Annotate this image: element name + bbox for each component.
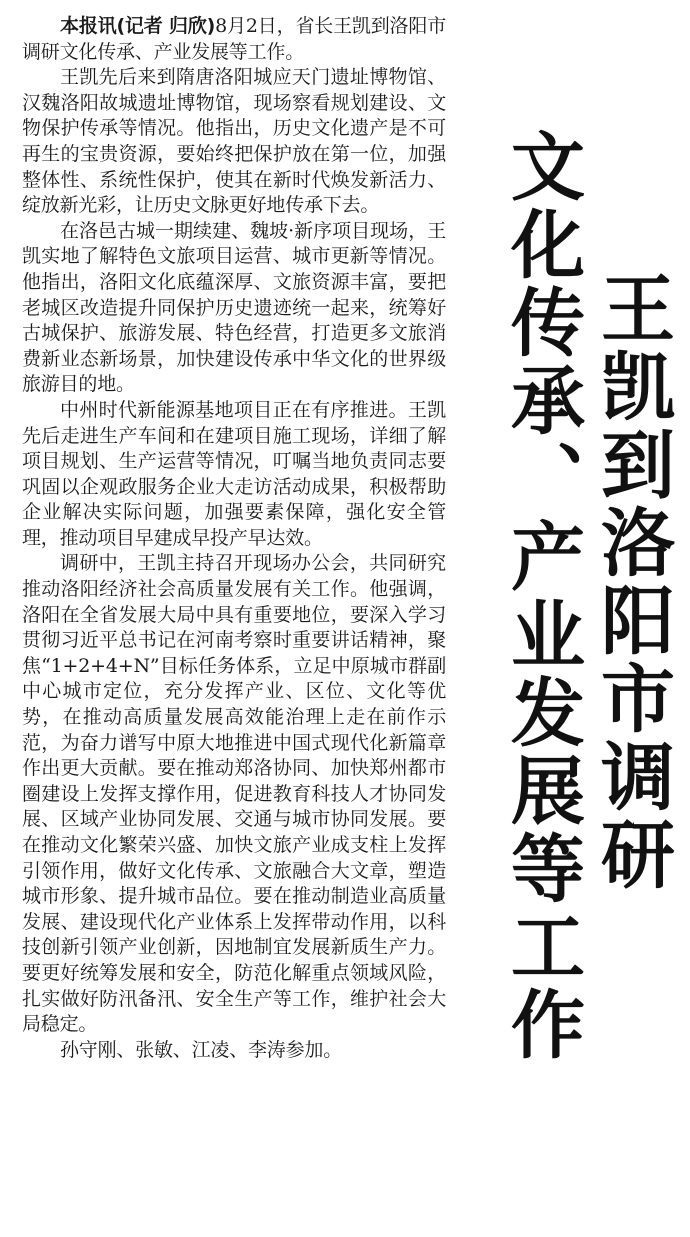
article-paragraph-1-text: 8月2日，省长王凯到洛阳市调研文化传承、产业发展等工作。	[22, 15, 446, 63]
article-paragraph-5: 调研中，王凯主持召开现场办公会，共同研究推动洛阳经济社会高质量发展有关工作。他强调，洛阳在全省发展大局中具有重要地位，要深入学习贯彻习近平总书记在河南考察时重要讲话精神，聚焦“1+2+4+N”目标任务体系，立足中原城市群副中心城市定位，充分发挥产业、区位、文化等优势，在推动高质量发展高效能治理上走在前作示范，为奋力谱写中原大地推进中国式现代化新篇章作出更大贡献。要在推动郑洛协同、加快郑州都市圈建设上发挥支撑作用，促进教育科技人才协同发展、区域产业协同发展、交通与城市协同发展。要在推动文化繁荣兴盛、加快文旅产业成支柱上发挥引领作用，做好文化传承、文旅融合大文章，塑造城市形象、提升城市品位。要在推动制造业高质量发展、建设现代化产业体系上发挥带动作用，以科技创新引领产业创新，因地制宜发展新质生产力。要更好统筹发展和安全，防范化解重点领域风险，扎实做好防汛备汛、安全生产等工作，维护社会大局稳定。	[22, 552, 446, 1036]
article-body	[22, 14, 446, 1063]
headline-subtitle: 文化传承、产业发展等工作	[499, 128, 585, 1064]
headline-title: 王凯到洛阳市调研	[589, 270, 675, 894]
article-paragraph-6: 孙守刚、张敏、江凌、李涛参加。	[60, 1038, 343, 1061]
article-paragraph-2: 王凯先后来到隋唐洛阳城应天门遗址博物馆、汉魏洛阳故城遗址博物馆，现场察看规划建设、文物保护传承等情况。他指出，历史文化遗产是不可再生的宝贵资源，要始终把保护放在第一位，加强整体性、系统性保护，使其在新时代焕发新活力、绽放新光彩，让历史文脉更好地传承下去。	[22, 66, 446, 217]
article-paragraph-4: 中州时代新能源基地项目正在有序推进。王凯先后走进生产车间和在建项目施工现场，详细了解项目规划、生产运营等情况，叮嘱当地负责同志要巩固以企观政服务企业大走访活动成果，积极帮助企业解决实际问题，加强要素保障，强化安全管理，推动项目早建成早投产早达效。	[22, 398, 446, 549]
article-lead-tag: 本报讯(记者 归欣)	[60, 15, 216, 37]
article-paragraph-3: 在洛邑古城一期续建、魏坡·新序项目现场，王凯实地了解特色文旅项目运营、城市更新等情况。他指出，洛阳文化底蕴深厚、文旅资源丰富，要把老城区改造提升同保护历史遗迹统一起来，统筹好古城保护、旅游发展、特色经营，打造更多文旅消费新业态新场景，加快建设传承中华文化的世界级旅游目的地。	[22, 219, 446, 396]
article-paragraph-1	[22, 14, 446, 65]
